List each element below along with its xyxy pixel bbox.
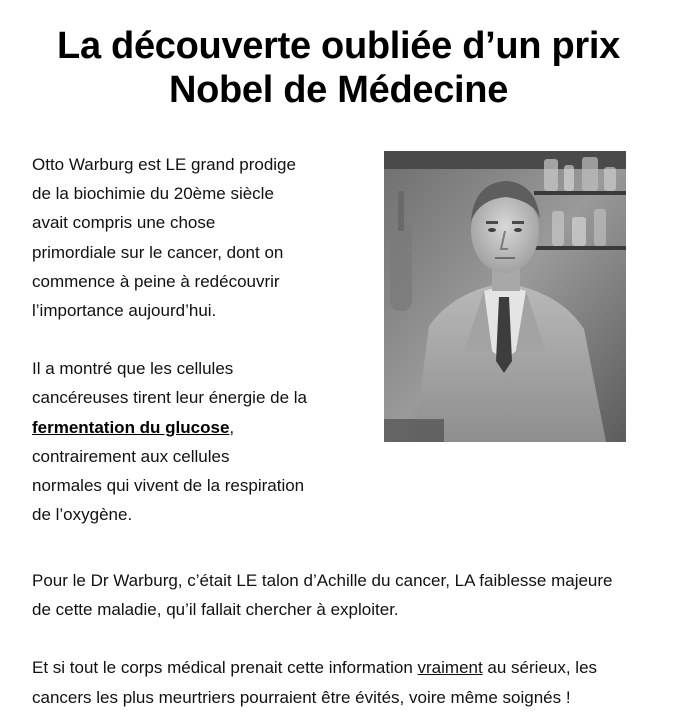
fermentation-line: cancéreuses tirent leur énergie de la	[32, 388, 307, 408]
fermentation-line: normales qui vivent de la respiration	[32, 476, 305, 496]
medical-line: cancers les plus meurtriers pourraient être évités, voire même soignés !	[32, 687, 571, 707]
intro-column	[32, 150, 332, 529]
intro-line: de la biochimie du 20ème siècle	[32, 184, 274, 204]
fermentation-link[interactable]: fermentation du glucose	[32, 417, 230, 437]
fermentation-paragraph	[32, 354, 332, 529]
intro-line: commence à peine à redécouvrir	[32, 271, 280, 291]
intro-line: Otto Warburg est LE grand prodige	[32, 155, 296, 174]
fermentation-line: contrairement aux cellules	[32, 446, 230, 466]
fermentation-line: de l’oxygène.	[32, 505, 133, 525]
medical-text: Et si tout le corps médical prenait cette information	[32, 658, 418, 678]
intro-line: l’importance aujourd’hui.	[32, 301, 217, 321]
intro-paragraph	[32, 150, 332, 325]
achilles-line: de cette maladie, qu’il fallait chercher à exploiter.	[32, 600, 399, 620]
portrait-photo-icon	[384, 151, 626, 442]
medical-text: au sérieux, les	[482, 658, 598, 678]
vraiment-link[interactable]: vraiment	[417, 658, 483, 678]
medical-paragraph	[32, 653, 652, 711]
article-title	[20, 24, 657, 112]
medical-line	[32, 653, 652, 682]
conclusion-block	[32, 566, 652, 712]
intro-line: avait compris une chose	[32, 213, 216, 233]
warburg-portrait-photo	[384, 151, 626, 442]
title-line-2: Nobel de Médecine	[168, 69, 509, 111]
title-line-1: La découverte oubliée d’un prix	[57, 25, 620, 67]
comma-text: ,	[229, 417, 235, 437]
intro-line: primordiale sur le cancer, dont on	[32, 242, 284, 262]
achilles-paragraph	[32, 566, 652, 624]
achilles-line: Pour le Dr Warburg, c’était LE talon d’Achille du cancer, LA faiblesse majeure	[32, 571, 613, 590]
fermentation-line	[32, 413, 332, 442]
fermentation-line: Il a montré que les cellules	[32, 359, 234, 379]
